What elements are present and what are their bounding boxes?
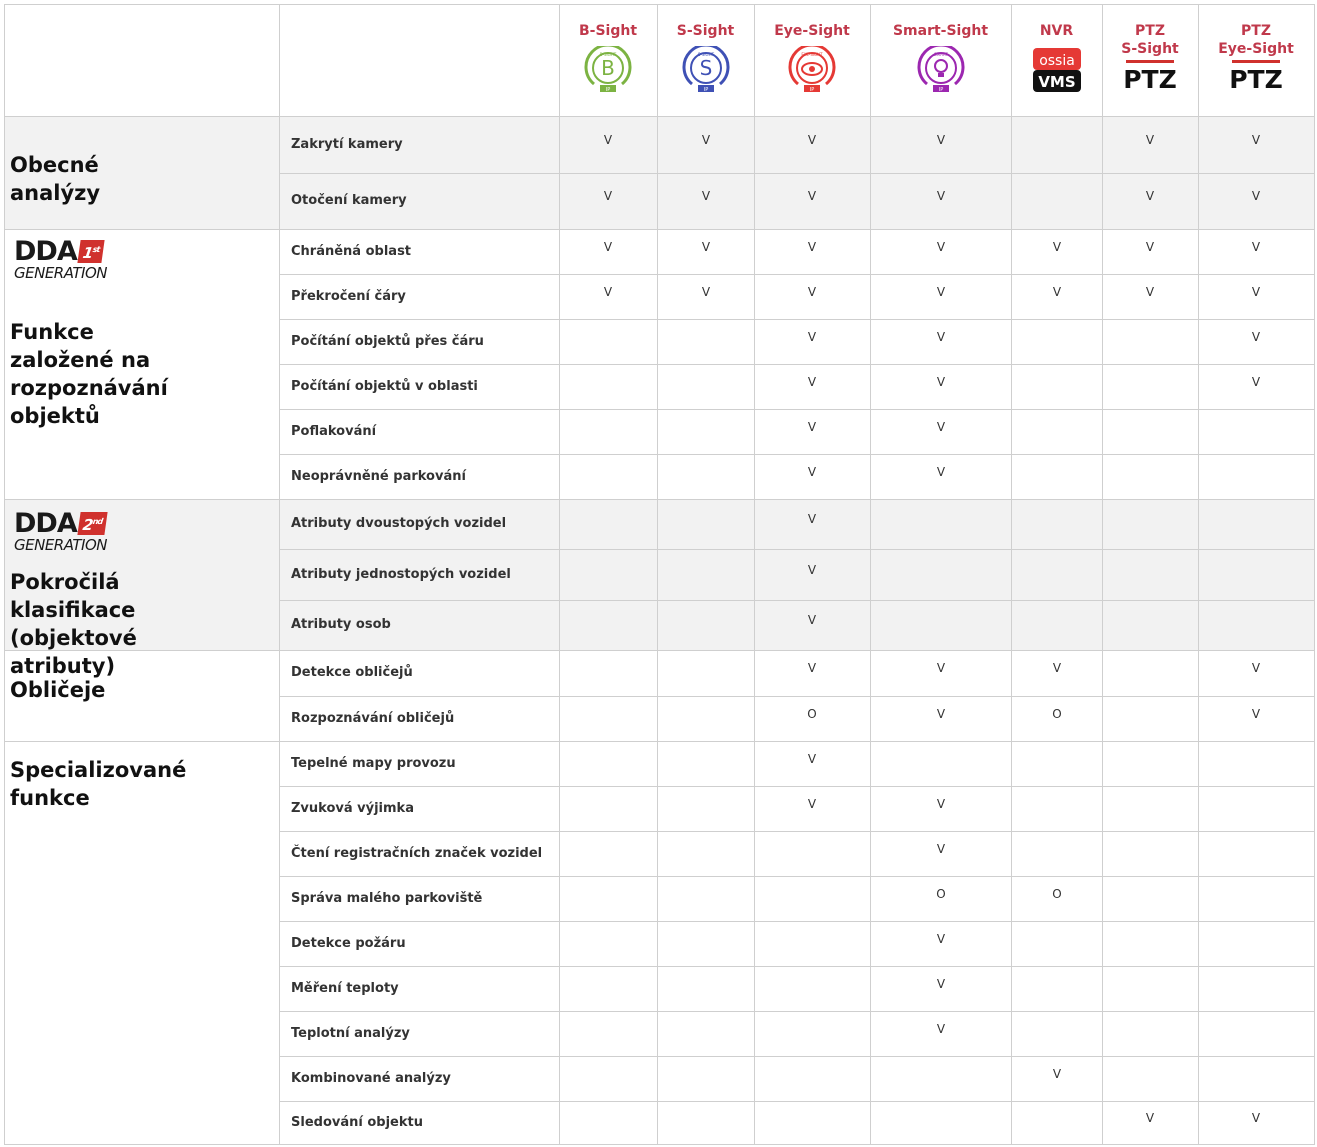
row-divider [279,786,1315,787]
support-mark: V [936,977,946,991]
row-divider [4,116,1315,117]
column-header-ptzeye [1198,22,1314,92]
dda-text: DDA [14,236,77,267]
support-mark: V [936,661,946,675]
table-row [279,409,1314,454]
support-mark: V [936,420,946,434]
logo-text: PTZ [1229,65,1283,92]
support-mark: V [1251,661,1261,675]
feature-label: Neoprávněné parkování [291,469,466,484]
column-header-label: PTZ Eye-Sight [1218,23,1294,57]
support-mark: V [936,330,946,344]
column-header-nvr [1011,22,1102,96]
column-divider [1198,4,1199,1145]
row-divider [279,549,1315,550]
support-mark: V [701,285,711,299]
category-title-classification: Pokročilá klasifikace (objektové atributy) [10,570,137,678]
dda-generation-text: GENERATION [14,264,108,282]
support-mark: V [1052,240,1062,254]
row-divider [279,274,1315,275]
badge-letter: B [601,56,615,80]
row-divider [279,966,1315,967]
dda-badge [77,512,107,535]
column-divider [1011,4,1012,1145]
smart-sight-logo-icon [911,46,971,96]
support-mark: V [936,797,946,811]
logo-top-text: ossia [1038,53,1075,69]
support-mark: V [701,133,711,147]
table-row [279,786,1314,831]
logo-text: PTZ [1123,65,1177,92]
row-divider [279,696,1315,697]
column-divider [4,4,5,1145]
dda-badge-suffix: st [91,245,100,254]
column-divider [559,4,560,1145]
column-header-eyesight [754,22,870,96]
support-mark: V [936,240,946,254]
support-mark: V [1251,1111,1261,1125]
support-mark: V [1251,240,1261,254]
support-mark: V [807,420,817,434]
support-mark: V [1145,285,1155,299]
feature-label: Rozpoznávání obličejů [291,711,455,726]
support-mark: V [807,375,817,389]
row-divider [279,173,1315,174]
column-header-label: NVR [1039,23,1074,39]
support-mark: V [1145,1111,1155,1125]
category-title-special: Specializované funkce [10,758,187,810]
feature-label: Poflakování [291,424,377,439]
support-mark: V [1145,189,1155,203]
support-mark: V [1052,661,1062,675]
column-header-ssight [657,22,754,96]
support-mark: V [603,285,613,299]
support-mark: V [807,661,817,675]
support-mark: V [936,189,946,203]
support-mark: V [807,285,817,299]
feature-label: Správa malého parkoviště [291,891,483,906]
feature-label: Detekce požáru [291,936,406,951]
optional-mark: O [1052,707,1062,721]
support-mark: V [807,613,817,627]
feature-label: Překročení čáry [291,289,406,304]
support-mark: V [807,512,817,526]
support-mark: V [1251,189,1261,203]
table-row [279,966,1314,1011]
column-divider [279,4,280,1145]
row-divider [279,600,1315,601]
support-mark: V [936,285,946,299]
dda-generation-text: GENERATION [14,536,108,554]
support-mark: V [936,133,946,147]
dda-word [14,510,107,537]
optional-mark: O [1052,887,1062,901]
feature-label: Měření teploty [291,981,399,996]
badge-foot: IP [938,87,943,93]
ptz-logo-icon [1226,58,1286,92]
support-mark: V [807,752,817,766]
feature-label: Počítání objektů přes čáru [291,334,484,349]
support-mark: V [603,133,613,147]
row-divider [279,1101,1315,1102]
feature-label: Detekce obličejů [291,665,413,680]
column-header-bsight [559,22,657,96]
support-mark: V [807,563,817,577]
column-divider [657,4,658,1145]
support-mark: V [936,1022,946,1036]
badge-foot: IP [605,87,611,93]
support-mark: V [807,465,817,479]
row-divider [4,499,1315,500]
row-divider [4,4,1315,5]
support-mark: V [1251,285,1261,299]
feature-label: Počítání objektů v oblasti [291,379,478,394]
dda-generation-logo [14,238,107,282]
badge-foot: IP [809,87,815,93]
support-mark: V [807,797,817,811]
column-header-label: PTZ S-Sight [1121,23,1179,57]
support-mark: V [701,240,711,254]
support-mark: V [807,189,817,203]
row-divider [4,650,1315,651]
row-divider [279,831,1315,832]
support-mark: V [936,932,946,946]
table-row [279,1011,1314,1056]
column-header-label: Eye-Sight [774,23,850,39]
dda-badge-suffix: nd [91,517,103,526]
column-header-label: S-Sight [676,23,735,39]
feature-label: Teplotní analýzy [291,1026,410,1041]
table-row [279,600,1314,650]
badge-caption: B-SIGHT [599,52,617,57]
support-mark: V [936,465,946,479]
row-divider [279,409,1315,410]
category-title-object: Funkce založené na rozpoznávání objektů [10,320,168,428]
feature-label: Tepelné mapy provozu [291,756,456,771]
feature-label: Atributy osob [291,617,391,632]
row-divider [279,364,1315,365]
row-divider [279,1056,1315,1057]
row-divider [4,1144,1315,1145]
row-divider [279,454,1315,455]
support-mark: V [1251,330,1261,344]
support-mark: V [936,375,946,389]
dda-badge-number: 1 [81,244,94,262]
b-sight-logo-icon [578,46,638,96]
feature-label: Kombinované analýzy [291,1071,451,1086]
logo-bottom-text: VMS [1037,73,1076,91]
column-header-label: B-Sight [578,23,638,39]
optional-mark: O [807,707,817,721]
column-header-ptzs [1102,22,1198,92]
support-mark: V [1251,133,1261,147]
ossia-vms-logo-icon [1027,46,1087,96]
feature-label: Zakrytí kamery [291,137,403,152]
feature-label: Atributy jednostopých vozidel [291,567,511,582]
feature-label: Sledování objektu [291,1115,423,1130]
badge-caption: SMART [933,52,948,57]
dda-badge-number: 2 [81,516,94,534]
support-mark: V [807,240,817,254]
support-mark: V [807,330,817,344]
column-header-label: Smart-Sight [892,23,989,39]
row-divider [279,876,1315,877]
badge-caption: EYE-SIGHT [801,52,823,57]
support-mark: V [1052,285,1062,299]
feature-label: Zvuková výjimka [291,801,414,816]
dda-badge [77,240,104,263]
support-mark: V [701,189,711,203]
ptz-logo-icon [1120,58,1180,92]
badge-caption: S-SIGHT [697,52,714,57]
table-row [279,650,1314,696]
row-divider [279,319,1315,320]
category-title-general: Obecné analýzy [10,153,101,205]
feature-label: Čtení registračních značek vozidel [291,846,543,861]
support-mark: V [1145,133,1155,147]
support-mark: V [1052,1067,1062,1081]
row-divider [279,921,1315,922]
support-mark: V [936,842,946,856]
dda-text: DDA [14,508,77,539]
feature-label: Chráněná oblast [291,244,412,259]
badge-letter: S [699,56,712,80]
eye-sight-logo-icon [782,46,842,96]
column-divider [1314,4,1315,1145]
row-divider [4,229,1315,230]
dda-word [14,238,107,265]
support-mark: V [1251,375,1261,389]
table-row [279,921,1314,966]
support-mark: V [1251,707,1261,721]
column-header-smartsight [870,22,1011,96]
support-mark: V [603,189,613,203]
support-mark: V [936,707,946,721]
row-divider [279,1011,1315,1012]
row-divider [4,741,1315,742]
dda-generation-logo [14,510,107,554]
category-title-faces: Obličeje [10,678,106,702]
feature-label: Otočení kamery [291,193,407,208]
column-divider [754,4,755,1145]
s-sight-logo-icon [676,46,736,96]
column-divider [870,4,871,1145]
support-mark: V [807,133,817,147]
support-mark: V [1145,240,1155,254]
column-divider [1102,4,1103,1145]
optional-mark: O [936,887,946,901]
badge-foot: IP [703,87,708,93]
feature-label: Atributy dvoustopých vozidel [291,516,507,531]
support-mark: V [603,240,613,254]
